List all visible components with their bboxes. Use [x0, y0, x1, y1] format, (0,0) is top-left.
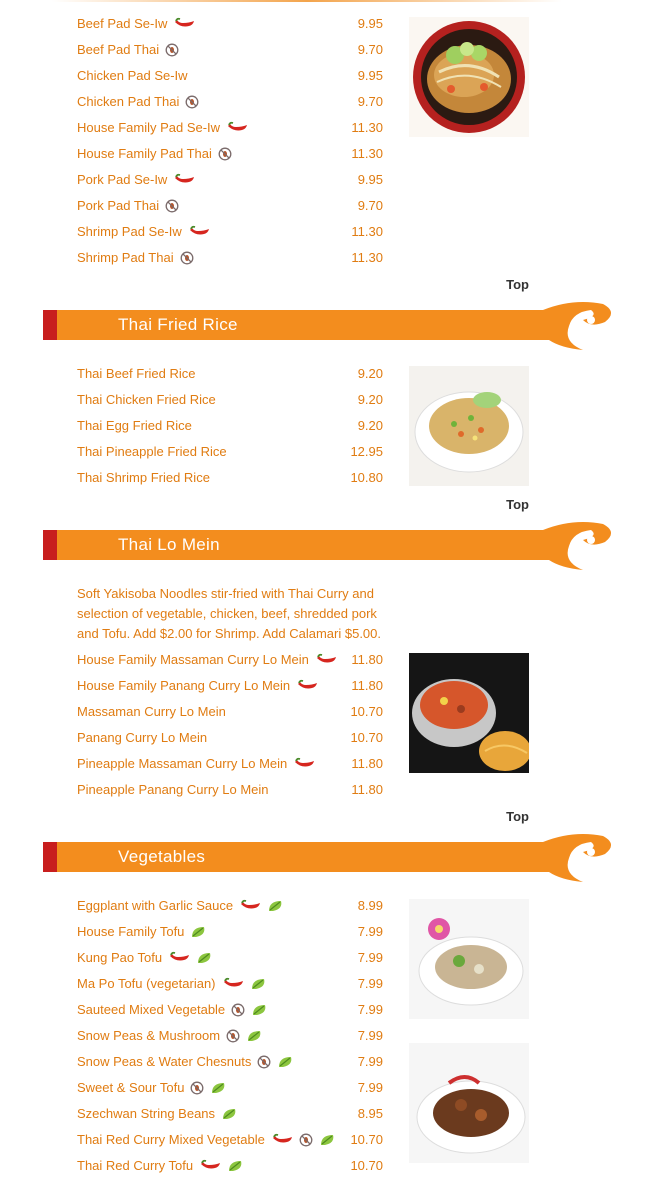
chili-icon [199, 1159, 221, 1173]
menu-item-name [77, 413, 192, 439]
menu-item-row [77, 193, 383, 219]
menu-item-name-text: Eggplant with Garlic Sauce [77, 898, 234, 913]
menu-item-name-text: Thai Red Curry Tofu [77, 1158, 194, 1173]
menu-item-name [77, 893, 285, 919]
menu-item-row [77, 413, 383, 439]
menu-item-name-text: Chicken Pad Thai [77, 94, 180, 109]
menu-item-name-text: Snow Peas & Water Chesnuts [77, 1054, 252, 1069]
menu-item-price: 9.70 [357, 42, 383, 57]
chili-icon [173, 17, 195, 31]
no-nuts-icon [180, 251, 194, 265]
menu-item-price: 9.70 [357, 198, 383, 213]
no-nuts-icon [218, 147, 232, 161]
menu-item-row [77, 219, 383, 245]
menu-item-name-text: House Family Pad Se-Iw [77, 120, 221, 135]
menu-item-name-text: House Family Pad Thai [77, 146, 212, 161]
menu-item-name-text: Kung Pao Tofu [77, 950, 163, 965]
menu-item-price: 11.80 [351, 756, 383, 771]
menu-item-price: 9.95 [357, 16, 383, 31]
menu-item-price: 11.80 [351, 782, 383, 797]
menu-item-price: 11.80 [351, 652, 383, 667]
leaf-icon [319, 1133, 337, 1147]
menu-item-price: 10.70 [350, 704, 383, 719]
menu-item-price: 11.30 [351, 146, 383, 161]
menu-item-row [77, 945, 383, 971]
back-to-top-link[interactable]: Top [506, 497, 529, 512]
menu-item-name [77, 193, 179, 219]
menu-item-row [77, 89, 383, 115]
menu-item-price: 10.70 [350, 730, 383, 745]
menu-item-name [77, 945, 214, 971]
menu-item-row [77, 1127, 383, 1153]
leaf-icon [196, 951, 214, 965]
menu-item-row [77, 751, 383, 777]
chili-icon [226, 121, 248, 135]
menu-item-row [77, 115, 383, 141]
chili-icon [188, 225, 210, 239]
menu-item-name-text: Shrimp Pad Thai [77, 250, 174, 265]
lo-mein-description: Soft Yakisoba Noodles stir-fried with Thai Curry and selection of vegetable, chicken, beef, shredded pork and Tofu. Add $2.00 for Shrimp. Add Calamari $5.00. [77, 586, 382, 641]
menu-item-name [77, 1023, 264, 1049]
menu-item-name [77, 725, 207, 751]
menu-item-row [77, 699, 383, 725]
fried-rice-banner [43, 298, 615, 352]
chili-icon [271, 1133, 293, 1147]
menu-item-name [77, 1101, 239, 1127]
menu-item-name-text: Pork Pad Se-Iw [77, 172, 168, 187]
no-nuts-icon [165, 43, 179, 57]
leaf-icon [246, 1029, 264, 1043]
chili-icon [296, 679, 318, 693]
menu-item-name [77, 647, 337, 673]
menu-item-price: 11.30 [351, 224, 383, 239]
menu-item-name [77, 245, 194, 271]
chili-icon [222, 977, 244, 991]
menu-item-row [77, 1075, 383, 1101]
fried-rice-photo [409, 366, 529, 486]
menu-item-name [77, 1049, 295, 1075]
menu-item-name-text: Thai Chicken Fried Rice [77, 392, 216, 407]
menu-item-name-text: Ma Po Tofu (vegetarian) [77, 976, 216, 991]
leaf-icon [227, 1159, 245, 1173]
menu-item-name [77, 751, 315, 777]
leaf-icon [190, 925, 208, 939]
no-nuts-icon [185, 95, 199, 109]
menu-item-price: 12.95 [350, 444, 383, 459]
no-nuts-icon [231, 1003, 245, 1017]
menu-item-price: 11.30 [351, 120, 383, 135]
menu-item-price: 7.99 [357, 1002, 383, 1017]
menu-item-name-text: House Family Tofu [77, 924, 185, 939]
leaf-icon [251, 1003, 269, 1017]
menu-item-name [77, 1127, 337, 1153]
menu-item-row [77, 245, 383, 271]
menu-item-row [77, 919, 383, 945]
menu-item-row [77, 997, 383, 1023]
menu-item-name [77, 63, 188, 89]
menu-item-row [77, 893, 383, 919]
menu-item-name [77, 971, 268, 997]
back-to-top-link[interactable]: Top [506, 277, 529, 292]
menu-item-name-text: Sauteed Mixed Vegetable [77, 1002, 226, 1017]
menu-item-price: 7.99 [357, 950, 383, 965]
menu-item-row [77, 387, 383, 413]
menu-item-name [77, 699, 226, 725]
back-to-top-link[interactable]: Top [506, 809, 529, 824]
menu-item-name-text: Thai Shrimp Fried Rice [77, 470, 210, 485]
menu-item-price: 9.95 [357, 68, 383, 83]
lo-mein-title: Thai Lo Mein [118, 535, 220, 554]
menu-item-row [77, 37, 383, 63]
menu-item-name-text: Thai Beef Fried Rice [77, 366, 196, 381]
no-nuts-icon [257, 1055, 271, 1069]
menu-item-row [77, 1153, 383, 1179]
menu-item-row [77, 1101, 383, 1127]
menu-item-row [77, 777, 383, 803]
menu-item-name [77, 141, 232, 167]
menu-item-price: 7.99 [357, 1080, 383, 1095]
menu-item-row [77, 465, 383, 491]
menu-item-row [77, 971, 383, 997]
menu-item-row [77, 439, 383, 465]
no-nuts-icon [190, 1081, 204, 1095]
no-nuts-icon [226, 1029, 240, 1043]
menu-item-name [77, 439, 227, 465]
menu-item-name-text: Thai Pineapple Fried Rice [77, 444, 227, 459]
lo-mein-photo [409, 653, 529, 773]
menu-item-row [77, 361, 383, 387]
section-divider-top [52, 0, 562, 2]
menu-item-name [77, 1075, 228, 1101]
menu-item-price: 11.30 [351, 250, 383, 265]
no-nuts-icon [165, 199, 179, 213]
menu-item-name-text: Chicken Pad Se-Iw [77, 68, 188, 83]
menu-item-name-text: Beef Pad Thai [77, 42, 160, 57]
menu-item-name-text: Shrimp Pad Se-Iw [77, 224, 182, 239]
leaf-icon [267, 899, 285, 913]
chili-icon [239, 899, 261, 913]
menu-item-row [77, 1049, 383, 1075]
menu-item-name [77, 919, 208, 945]
leaf-icon [250, 977, 268, 991]
menu-item-price: 9.20 [357, 366, 383, 381]
menu-item-row [77, 11, 383, 37]
menu-item-row [77, 673, 383, 699]
menu-item-price: 8.99 [357, 898, 383, 913]
chili-icon [293, 757, 315, 771]
menu-item-name [77, 997, 269, 1023]
menu-item-name [77, 387, 216, 413]
menu-item-price: 10.70 [350, 1158, 383, 1173]
vegetables-photo-2 [409, 1043, 529, 1163]
vegetables-photo-1 [409, 899, 529, 1019]
menu-item-price: 7.99 [357, 1028, 383, 1043]
menu-item-name [77, 465, 210, 491]
menu-item-name [77, 1153, 245, 1179]
fried-rice-title: Thai Fried Rice [118, 315, 238, 334]
lo-mein-banner [43, 518, 615, 572]
menu-item-name [77, 361, 196, 387]
leaf-icon [210, 1081, 228, 1095]
menu-item-price: 7.99 [357, 924, 383, 939]
menu-item-name-text: Pineapple Massaman Curry Lo Mein [77, 756, 288, 771]
menu-item-name-text: Beef Pad Se-Iw [77, 16, 168, 31]
menu-item-price: 7.99 [357, 976, 383, 991]
menu-item-price: 11.80 [351, 678, 383, 693]
menu-item-name [77, 219, 210, 245]
menu-item-price: 7.99 [357, 1054, 383, 1069]
leaf-icon [277, 1055, 295, 1069]
menu-item-row [77, 647, 383, 673]
menu-item-row [77, 167, 383, 193]
menu-item-row [77, 63, 383, 89]
menu-item-name-text: Thai Egg Fried Rice [77, 418, 192, 433]
menu-item-price: 9.95 [357, 172, 383, 187]
menu-item-name-text: Thai Red Curry Mixed Vegetable [77, 1132, 265, 1147]
menu-item-name-text: Panang Curry Lo Mein [77, 730, 208, 745]
leaf-icon [221, 1107, 239, 1121]
vegetables-banner [43, 830, 615, 884]
vegetables-title: Vegetables [118, 847, 206, 866]
menu-item-price: 10.70 [350, 1132, 383, 1147]
menu-item-name [77, 115, 248, 141]
menu-item-row [77, 1023, 383, 1049]
menu-item-name [77, 37, 179, 63]
chili-icon [168, 951, 190, 965]
menu-item-name-text: Szechwan String Beans [77, 1106, 216, 1121]
menu-item-name-text: Sweet & Sour Tofu [77, 1080, 185, 1095]
menu-item-price: 9.20 [357, 418, 383, 433]
menu-item-name [77, 11, 195, 37]
pad-thai-photo [409, 17, 529, 137]
menu-item-name [77, 777, 269, 803]
no-nuts-icon [299, 1133, 313, 1147]
menu-item-name-text: House Family Massaman Curry Lo Mein [77, 652, 309, 667]
menu-item-price: 10.80 [350, 470, 383, 485]
menu-item-name [77, 673, 318, 699]
menu-item-price: 8.95 [357, 1106, 383, 1121]
menu-item-name-text: Pork Pad Thai [77, 198, 160, 213]
menu-item-name [77, 167, 195, 193]
menu-item-row [77, 141, 383, 167]
menu-item-price: 9.20 [357, 392, 383, 407]
menu-item-row [77, 725, 383, 751]
menu-item-name-text: Massaman Curry Lo Mein [77, 704, 226, 719]
menu-item-name [77, 89, 199, 115]
chili-icon [173, 173, 195, 187]
menu-item-name-text: Pineapple Panang Curry Lo Mein [77, 782, 269, 797]
chili-icon [315, 653, 337, 667]
menu-item-price: 9.70 [357, 94, 383, 109]
menu-item-name-text: House Family Panang Curry Lo Mein [77, 678, 291, 693]
menu-item-name-text: Snow Peas & Mushroom [77, 1028, 221, 1043]
